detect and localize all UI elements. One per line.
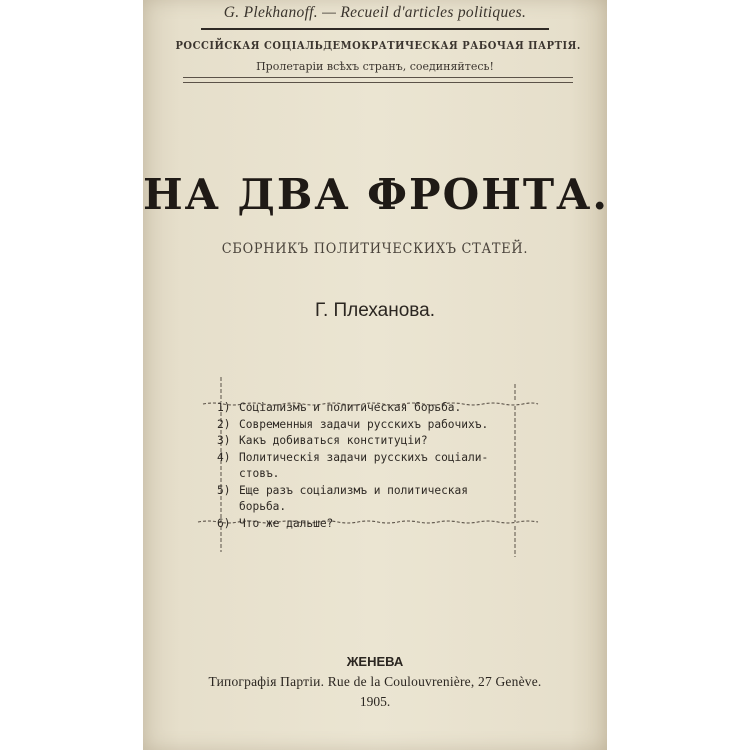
item-text: Что же дальше? (239, 516, 334, 530)
imprint-year: 1905. (359, 694, 391, 709)
item-text: Современныя задачи русскихъ рабочихъ. (239, 417, 489, 431)
list-item (217, 433, 517, 450)
title-page (143, 0, 607, 750)
book-subtitle: СБОРНИКЪ ПОЛИТИЧЕСКИХЪ СТАТЕЙ. (221, 241, 529, 257)
item-text: Соціализмъ и политическая борьба. (239, 401, 462, 414)
imprint-city: ЖЕНЕВА (346, 654, 404, 669)
contents-list (217, 400, 517, 532)
item-number: 5) (217, 483, 231, 497)
list-item (217, 483, 517, 500)
item-number: 1) (217, 401, 231, 414)
item-text: Политическія задачи русскихъ соціали- (239, 450, 489, 464)
list-item (217, 417, 517, 434)
header-rule (201, 28, 549, 30)
motto: Пролетаріи всѣхъ странъ, соединяйтесь! (256, 60, 494, 73)
item-text: Какъ добиваться конституціи? (239, 434, 428, 447)
party-name: РОССІЙСКАЯ СОЦІАЛЬДЕМОКРАТИЧЕСКАЯ РАБОЧАЯ ПАРТІЯ. (175, 38, 581, 52)
book-title: НА ДВА ФРОНТА. (143, 170, 609, 219)
item-number: 6) (217, 516, 231, 530)
header-double-rule (183, 77, 573, 83)
item-continuation: стовъ. (239, 467, 280, 480)
list-item (217, 450, 517, 467)
list-item (217, 400, 517, 417)
author-name: Г. Плеханова. (314, 300, 436, 321)
item-text: Еще разъ соціализмъ и политическая (239, 483, 469, 497)
series-line: G. Plekhanoff. — Recueil d'articles politiques. (223, 4, 527, 21)
item-number: 4) (217, 450, 231, 464)
item-number: 2) (217, 417, 231, 431)
item-number: 3) (217, 434, 231, 447)
imprint-printer: Типографія Партіи. Rue de la Coulouvrenière, 27 Genève. (208, 674, 542, 689)
item-continuation: борьба. (239, 500, 287, 513)
list-item (217, 516, 517, 533)
